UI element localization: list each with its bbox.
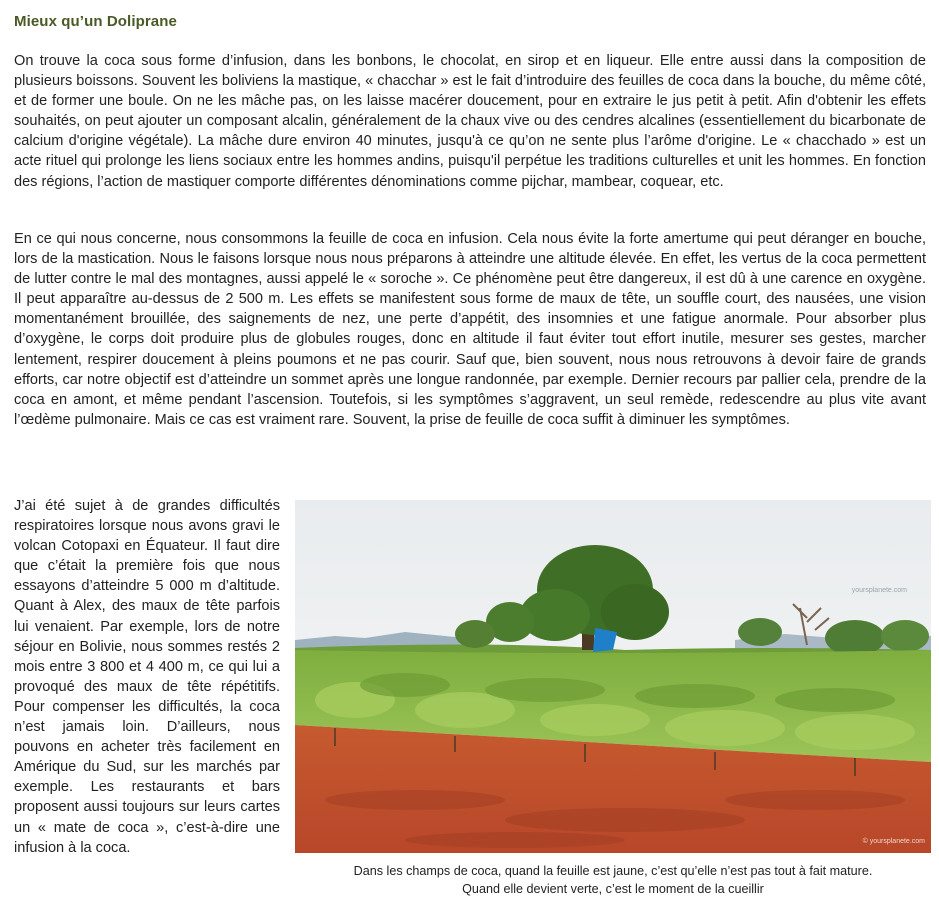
watermark-bottom: © yoursplanete.com xyxy=(862,838,925,845)
photo-caption xyxy=(295,862,931,898)
paragraph-cotopaxi: J’ai été sujet à de grandes difficultés respiratoires lorsque nous avons gravi le volcan Cotopaxi en Équateur. Il faut dire que c’était la première fois que nous essayons d’atteindre 5 000 m d’altitude. Quant à Alex, des maux de tête parfois lui venaient. Par exemple, lors de notre séjour en Bolivie, nous sommes restés 2 mois entre 3 800 et 4 400 m, ce qui lui a provoqué des maux de tête répétitifs. Pour compenser les difficultés, la coca n’est jamais loin. D’ailleurs, nous pouvons en acheter très facilement en Amérique du Sud, sur les marchés par exemple. Les restaurants et bars proposent aussi toujours sur leurs cartes un « mate de coca », c’est-à-dire une infusion à la coca. xyxy=(14,498,280,856)
caption-line-2: Quand elle devient verte, c’est le moment de la cueillir xyxy=(462,882,764,896)
paragraph-soroche: En ce qui nous concerne, nous consommons la feuille de coca en infusion. Cela nous évite la forte amertume qui peut déranger en bouche, lors de la mastication. Nous le faisons lorsque nous nous préparons à atteindre une altitude élevée. En effet, les vertus de la coca permettent de lutter contre le mal des montagnes, aussi appelé le « soroche ». Ce phénomène peut être dangereux, il est dû à une carence en oxygène. Il peut apparaître au-dessus de 2 500 m. Les effets se manifestent sous forme de maux de tête, un souffle court, des nausées, une vision momentanément brouillée, des saignements de nez, une perte d’appétit, des insomnies et une fatigue anormale. Pour absorber plus d’oxygène, le corps doit produire plus de globules rouges, donc en altitude il faut éviter tout effort inutile, mesurer ses gestes, marcher lentement, respirer doucement à pleins poumons et ne pas courir. Sauf que, bien souvent, nous nous retrouvons à devoir faire de grands efforts, car notre objectif est d’atteindre un sommet après une longue randonnée, par exemple. Dernier recours par pallier cela, prendre de la coca en amont, et même pendant l’ascension. Toutefois, si les symptômes s’aggravent, un seul remède, redescendre au plus vite avant l’œdème pulmonaire. Mais ce cas est vraiment rare. Souvent, la prise de feuille de coca suffit à diminuer les symptômes. xyxy=(14,231,926,428)
paragraph-chacchar: On trouve la coca sous forme d’infusion, dans les bonbons, le chocolat, en sirop et en liqueur. Elle entre aussi dans la composition de plusieurs boissons. Souvent les boliviens la mastique, « chacchar » est le fait d’introduire des feuilles de coca dans la bouche, du même côté, et de former une boule. On ne les mâche pas, on les laisse macérer doucement, pour en extraire le jus petit à petit. Afin d'obtenir les effets souhaités, on peut ajouter un composant alcalin, généralement de la chaux vive ou des cendres alcalines (essentiellement du bicarbonate de calcium d'origine végétale). La mâche dure environ 40 minutes, jusqu'à ce qu’on ne sente plus l’arôme d'origine. Le « chacchado » est un acte rituel qui prolonge les liens sociaux entre les hommes andins, puisqu'il perpétue les traditions culturelles et unit les hommes. En fonction des régions, l’action de mastiquer comporte différentes dénominations comme pijchar, mambear, coquear, etc. xyxy=(14,53,926,190)
caption-line-1: Dans les champs de coca, quand la feuille est jaune, c’est qu’elle n’est pas tout à fait mature. xyxy=(353,864,873,878)
watermark-top: yoursplanete.com xyxy=(851,587,907,594)
coca-field-photo xyxy=(295,500,931,853)
article-heading: Mieux qu’un Doliprane xyxy=(14,13,177,30)
